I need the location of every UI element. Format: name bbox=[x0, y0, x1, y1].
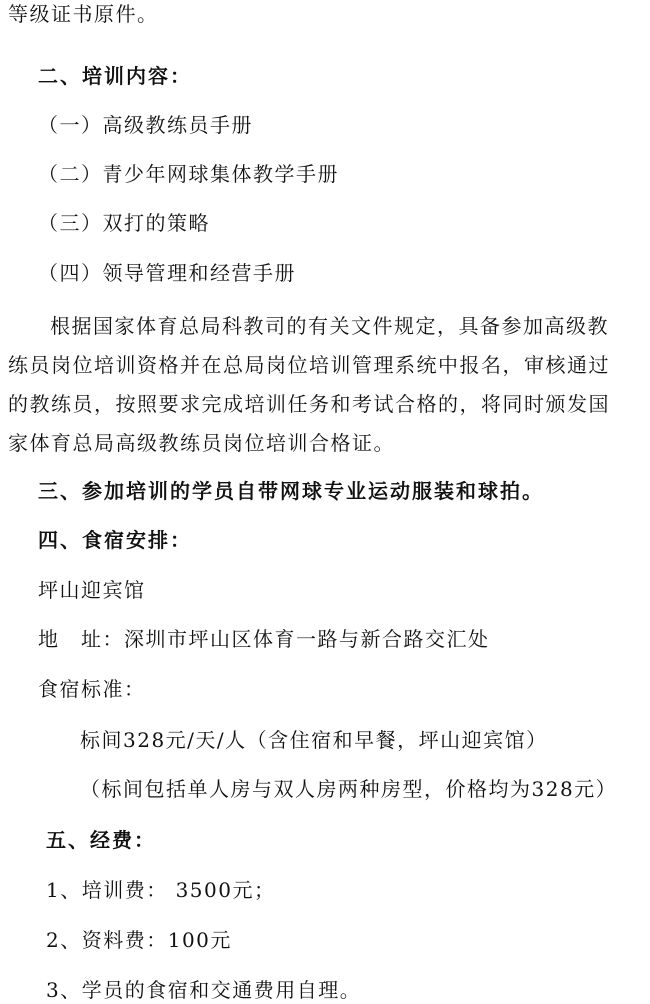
fee-item-3: 3、学员的食宿和交通费用自理。 bbox=[46, 978, 362, 1002]
standard-line: 标间328元/天/人（含住宿和早餐，坪山迎宾馆） bbox=[80, 728, 548, 752]
paragraph-line: 根据国家体育总局科教司的有关文件规定，具备参加高级教 bbox=[50, 314, 609, 338]
section3-heading: 三、参加培训的学员自带网球专业运动服装和球拍。 bbox=[38, 479, 544, 503]
section2-item-4: （四）领导管理和经营手册 bbox=[38, 261, 296, 285]
address-value: 深圳市坪山区体育一路与新合路交汇处 bbox=[124, 627, 490, 651]
section4-heading: 四、食宿安排： bbox=[38, 528, 192, 552]
section2-heading: 二、培训内容： bbox=[38, 64, 192, 88]
section2-item-3: （三）双打的策略 bbox=[38, 211, 210, 235]
paragraph-line: 家体育总局高级教练员岗位培训合格证。 bbox=[8, 431, 395, 455]
section2-item-1: （一）高级教练员手册 bbox=[38, 113, 253, 137]
intro-tail-text: 等级证书原件。 bbox=[8, 2, 159, 26]
standard-note: （标间包括单人房与双人房两种房型，价格均为328元） bbox=[80, 777, 618, 801]
hotel-name: 坪山迎宾馆 bbox=[38, 578, 146, 602]
fee-item-1: 1、培训费： 3500元； bbox=[46, 878, 276, 902]
paragraph-line: 练员岗位培训资格并在总局岗位培训管理系统中报名，审核通过 bbox=[8, 353, 610, 377]
paragraph-line: 的教练员，按照要求完成培训任务和考试合格的，将同时颁发国 bbox=[8, 392, 610, 416]
standard-label: 食宿标准： bbox=[38, 677, 146, 701]
address-label: 地 址： bbox=[38, 627, 124, 651]
fee-item-2: 2、资料费：100元 bbox=[46, 928, 232, 952]
section5-heading: 五、经费： bbox=[46, 828, 156, 852]
section2-item-2: （二）青少年网球集体教学手册 bbox=[38, 162, 339, 186]
address-row bbox=[38, 627, 490, 651]
certificate-paragraph bbox=[8, 314, 630, 470]
